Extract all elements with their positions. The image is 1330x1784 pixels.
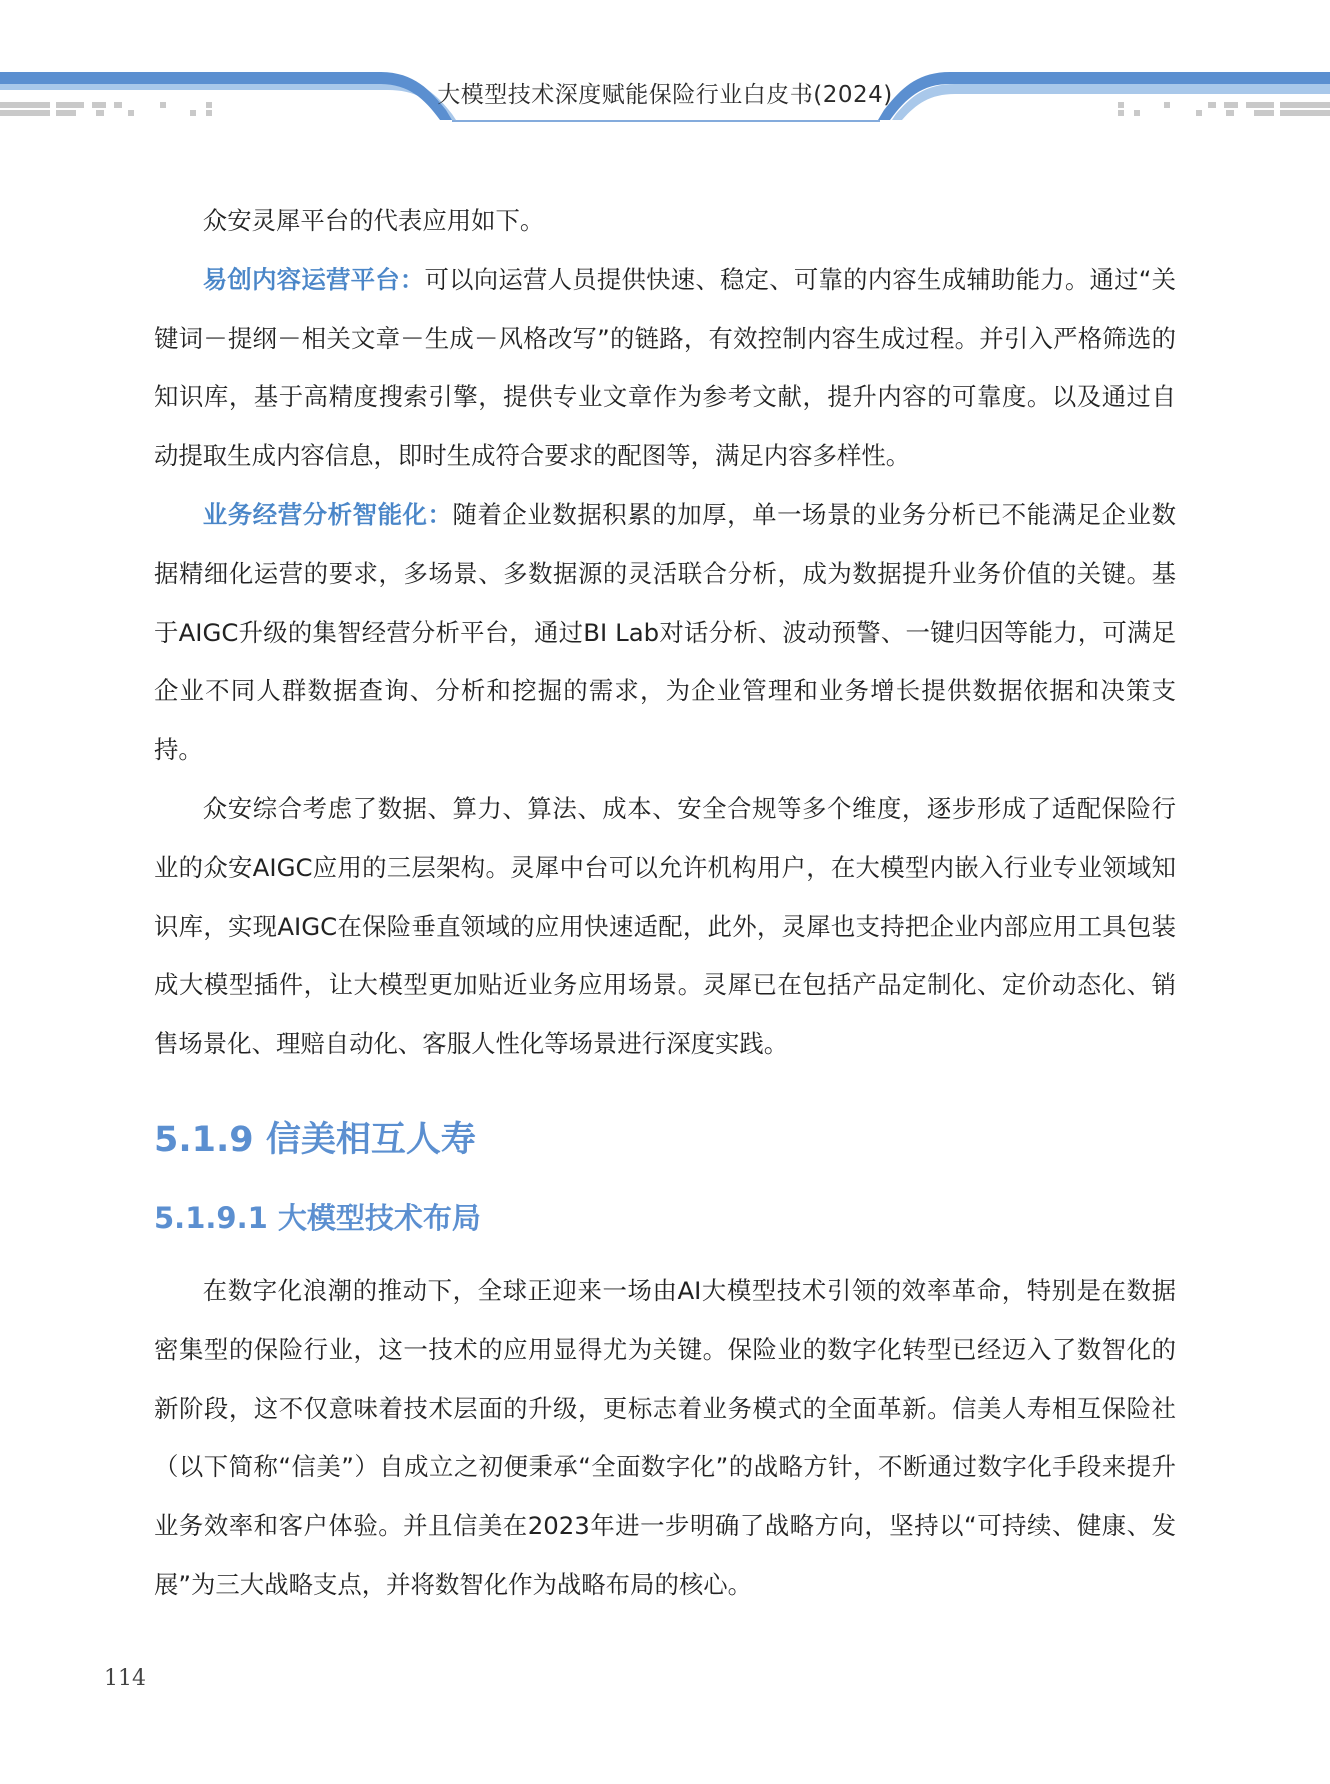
page-number: 114 xyxy=(104,1666,146,1691)
intro-paragraph: 众安灵犀平台的代表应用如下。 xyxy=(202,206,545,235)
content-ops-paragraph xyxy=(154,251,1176,486)
header-decoration xyxy=(0,0,1330,130)
page-header xyxy=(0,0,1330,130)
business-analysis-paragraph xyxy=(154,486,1176,780)
section-2-body xyxy=(154,1262,1176,1615)
header-title: 大模型技术深度赋能保险行业白皮书(2024) xyxy=(437,82,893,108)
digital-transformation-paragraph: 在数字化浪潮的推动下，全球正迎来一场由AI大模型技术引领的效率革命，特别是在数据密集型的保险行业，这一技术的应用显得尤为关键。保险业的数字化转型已经迈入了数智化的新阶段，这不仅意味着技术层面的升级，更标志着业务模式的全面革新。信美人寿相互保险社（以下简称“信美”）自成立之初便秉承“全面数字化”的战略方针，不断通过数字化手段来提升业务效率和客户体验。并且信美在2023年进一步明确了战略方向，坚持以“可持续、健康、发展”为三大战略支点，并将数智化作为战略布局的核心。 xyxy=(154,1276,1176,1599)
section-heading-5-1-9: 5.1.9 信美相互人寿 xyxy=(154,1120,476,1160)
section-heading-5-1-9-1: 5.1.9.1 大模型技术布局 xyxy=(154,1201,481,1235)
section-1-body xyxy=(154,192,1176,1074)
business-analysis-text: 随着企业数据积累的加厚，单一场景的业务分析已不能满足企业数据精细化运营的要求，多场景、多数据源的灵活联合分析，成为数据提升业务价值的关键。基于AIGC升级的集智经营分析平台，通过BI Lab对话分析、波动预警、一键归因等能力，可满足企业不同人群数据查询、分析和挖掘的需求，为企业管理和业务增长提供数据依据和决策支持。 xyxy=(154,499,1176,765)
architecture-paragraph: 众安综合考虑了数据、算力、算法、成本、安全合规等多个维度，逐步形成了适配保险行业的众安AIGC应用的三层架构。灵犀中台可以允许机构用户，在大模型内嵌入行业专业领域知识库，实现AIGC在保险垂直领域的应用快速适配，此外，灵犀也支持把企业内部应用工具包装成大模型插件，让大模型更加贴近业务应用场景。灵犀已在包括产品定制化、定价动态化、销售场景化、理赔自动化、客服人性化等场景进行深度实践。 xyxy=(154,793,1176,1059)
content-ops-keyword: 易创内容运营平台： xyxy=(202,264,425,294)
business-analysis-keyword: 业务经营分析智能化： xyxy=(202,499,453,529)
content-ops-text: 可以向运营人员提供快速、稳定、可靠的内容生成辅助能力。通过“关键词－提纲－相关文章－生成－风格改写”的链路，有效控制内容生成过程。并引入严格筛选的知识库，基于高精度搜索引擎，提供专业文章作为参考文献，提升内容的可靠度。以及通过自动提取生成内容信息，即时生成符合要求的配图等，满足内容多样性。 xyxy=(154,264,1176,471)
